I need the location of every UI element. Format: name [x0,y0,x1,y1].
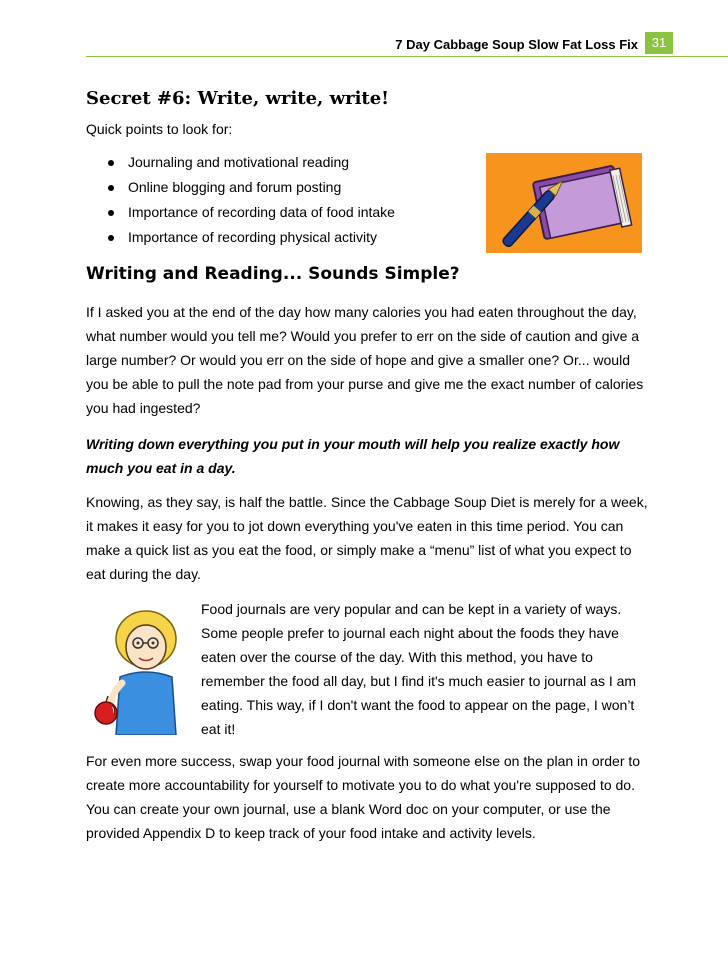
book-and-pen-icon [486,153,642,253]
header-rule [86,56,728,57]
page-number: 31 [645,32,673,54]
list-item: Importance of recording physical activity [104,227,395,252]
paragraph: If I asked you at the end of the day how many calories you had eaten throughout the day, what number would you tell me? Would you prefer to err on the side of caution and give a large number? Or would you err on the side of hope and give a smaller one? Or... would you be able to pull the note pad from your purse and give me the exact number of calories you had ingested? [86,304,644,416]
list-item: Online blogging and forum posting [104,177,395,202]
points-list [104,152,395,252]
list-item: Journaling and motivational reading [104,152,395,177]
section-intro: Quick points to look for: [86,121,233,137]
subsection-title: Writing and Reading... Sounds Simple? [86,264,460,284]
paragraph: For even more success, swap your food journal with someone else on the plan in order to create more accountability for yourself to motivate you to do what you're supposed to do. You can create your own journal, use a blank Word doc on your computer, or use the provided Appendix D to keep track of your food intake and activity levels. [86,753,641,841]
paragraph: Food journals are very popular and can be kept in a variety of ways. Some people prefer to journal each night about the foods they have eaten over the course of the day. With this method, you have to remember the food all day, but I find it's much easier to journal as I am eating. This way, if I don't want the food to appear on the page, I won’t eat it! [201,601,637,737]
person-eating-apple-icon [90,605,188,735]
list-item: Importance of recording data of food intake [104,202,395,227]
header-title: 7 Day Cabbage Soup Slow Fat Loss Fix [395,37,638,52]
page-header [0,30,728,56]
paragraph: Knowing, as they say, is half the battle. Since the Cabbage Soup Diet is merely for a week, it makes it easy for you to jot down everything you've eaten in this time period. You can make a quick list as you eat the food, or simply make a “menu” list of what you expect to eat during the day. [86,494,648,582]
emphasis-paragraph: Writing down everything you put in your mouth will help you realize exactly how much you eat in a day. [86,436,620,476]
section-title: Secret #6: Write, write, write! [86,88,390,109]
